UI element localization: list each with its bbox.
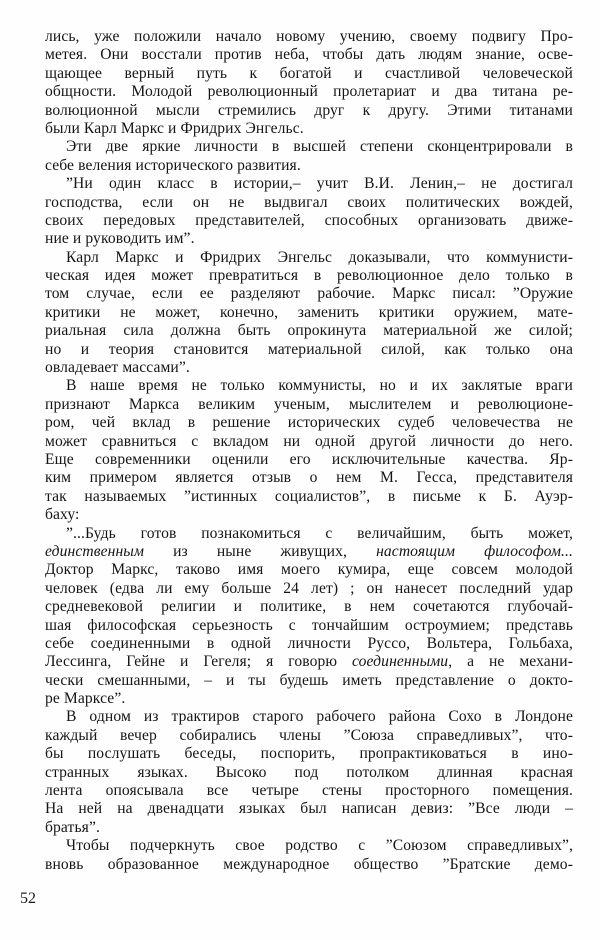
paragraph <box>45 175 573 249</box>
text-line: средневековой религии и политике, в нем сочетаются глубочай- <box>45 598 573 616</box>
text-line: но и теория становится материальной силой, как только она <box>45 340 573 358</box>
text-line: Еще современники оценили его исключительные качества. Яр- <box>45 450 573 468</box>
text-line: Доктор Маркс, таково имя моего кумира, еще совсем молодой <box>45 561 573 579</box>
text-line: Чтобы подчеркнуть свое родство с ”Союзом справедливых”, <box>66 837 573 855</box>
text-line: своих передовых представителей, способных организовать движе- <box>45 211 573 229</box>
text-line: овладевает массами”. <box>45 359 190 377</box>
italic-text: единственным <box>45 542 145 560</box>
text-line: странных языках. Высоко под потолком длинная красная <box>45 763 573 781</box>
paragraph <box>45 525 573 709</box>
text-line: ческая идея может превратиться в революционное дело только в <box>45 267 573 285</box>
text-line: Эти две яркие личности в высшей степени сконцентрировали в <box>66 138 573 156</box>
text-line: бы послушать беседы, поспорить, пропрактиковаться в ино- <box>45 745 573 763</box>
text-line: признают Маркса великим ученым, мыслителем и революционе- <box>45 395 573 413</box>
paragraph <box>45 28 573 138</box>
page-body <box>45 28 573 874</box>
paragraph <box>45 708 573 837</box>
italic-text: соединенными <box>352 653 449 671</box>
text-line: Карл Маркс и Фридрих Энгельс доказывали, что коммунисти- <box>66 248 573 266</box>
text-line: может сравниться с вкладом ни одной другой личности до него. <box>45 432 573 450</box>
text-line: общности. Молодой революционный пролетариат и два титана ре- <box>45 83 573 101</box>
text-line: На ней на двенадцати языках был написан девиз: ”Все люди – <box>45 800 573 818</box>
text-line: были Карл Маркс и Фридрих Энгельс. <box>45 119 304 137</box>
text-line: критики не может, конечно, заменить критики оружием, мате- <box>45 303 573 321</box>
text-line: ”...Будь готов познакомиться с величайшим, быть может, <box>66 524 573 542</box>
paragraph <box>45 377 573 524</box>
text-line: лись, уже положили начало новому учению, своему подвигу Про- <box>45 28 573 45</box>
text-line: щающее верный путь к богатой и счастливой человеческой <box>45 64 573 82</box>
text-line: вновь образованное международное общество ”Братские демо- <box>45 855 573 873</box>
text-line: братья”. <box>45 818 100 836</box>
text-line: В одном из трактиров старого рабочего района Сохо в Лондоне <box>66 708 573 726</box>
text-line: В наше время не только коммунисты, но и их заклятые враги <box>66 377 573 395</box>
italic-text: настоящим философом... <box>376 542 574 560</box>
text-line: Лессинга, Гейне и Гегеля; я говорю соединенными, а не механи- <box>45 653 573 671</box>
page-number: 52 <box>20 890 36 907</box>
text-line: себе соединенными в одной личности Руссо, Вольтера, Гольбаха, <box>45 634 573 652</box>
text-line: риальная сила должна быть опрокинута материальной же силой; <box>45 322 573 340</box>
text-line: так называемых ”истинных социалистов”, в письме к Б. Ауэр- <box>45 487 573 505</box>
text-line: лента опоясывала все четыре стены просторного помещения. <box>45 782 573 800</box>
text-line: человек (едва ли ему больше 24 лет) ; он нанесет последний удар <box>45 579 573 597</box>
text-line: ре Марксе”. <box>45 690 126 708</box>
paragraph <box>45 249 573 378</box>
text-line: метея. Они восстали против неба, чтобы дать людям знание, осве- <box>45 46 573 64</box>
text-line: ким примером является отзыв о нем М. Гесса, представителя <box>45 469 573 487</box>
paragraph <box>45 138 573 175</box>
text-line: единственным из ныне живущих, настоящим философом... <box>45 542 574 560</box>
text-line: ние и руководить им”. <box>45 230 195 248</box>
paragraph <box>45 837 573 874</box>
text-line: чески смешанными, – и ты будешь иметь представление о докто- <box>45 671 573 689</box>
text-line: волюционной мысли стремились друг к другу. Этими титанами <box>45 101 573 119</box>
text-line: господства, если он не выдвигал своих политических вождей, <box>45 193 573 211</box>
text-line: шая философская серьезность с тончайшим остроумием; представь <box>45 616 573 634</box>
text-line: себе веления исторического развития. <box>45 156 301 174</box>
text-line: каждый вечер собирались члены ”Союза справедливых”, что- <box>45 726 573 744</box>
text-line: ром, чей вклад в решение исторических судеб человечества не <box>45 414 573 432</box>
text-line: том случае, если ее разделяют рабочие. Маркс писал: ”Оружие <box>45 285 573 303</box>
text-line: ”Ни один класс в истории,– учит В.И. Ленин,– не достигал <box>66 175 573 193</box>
text-line: баху: <box>45 506 80 524</box>
